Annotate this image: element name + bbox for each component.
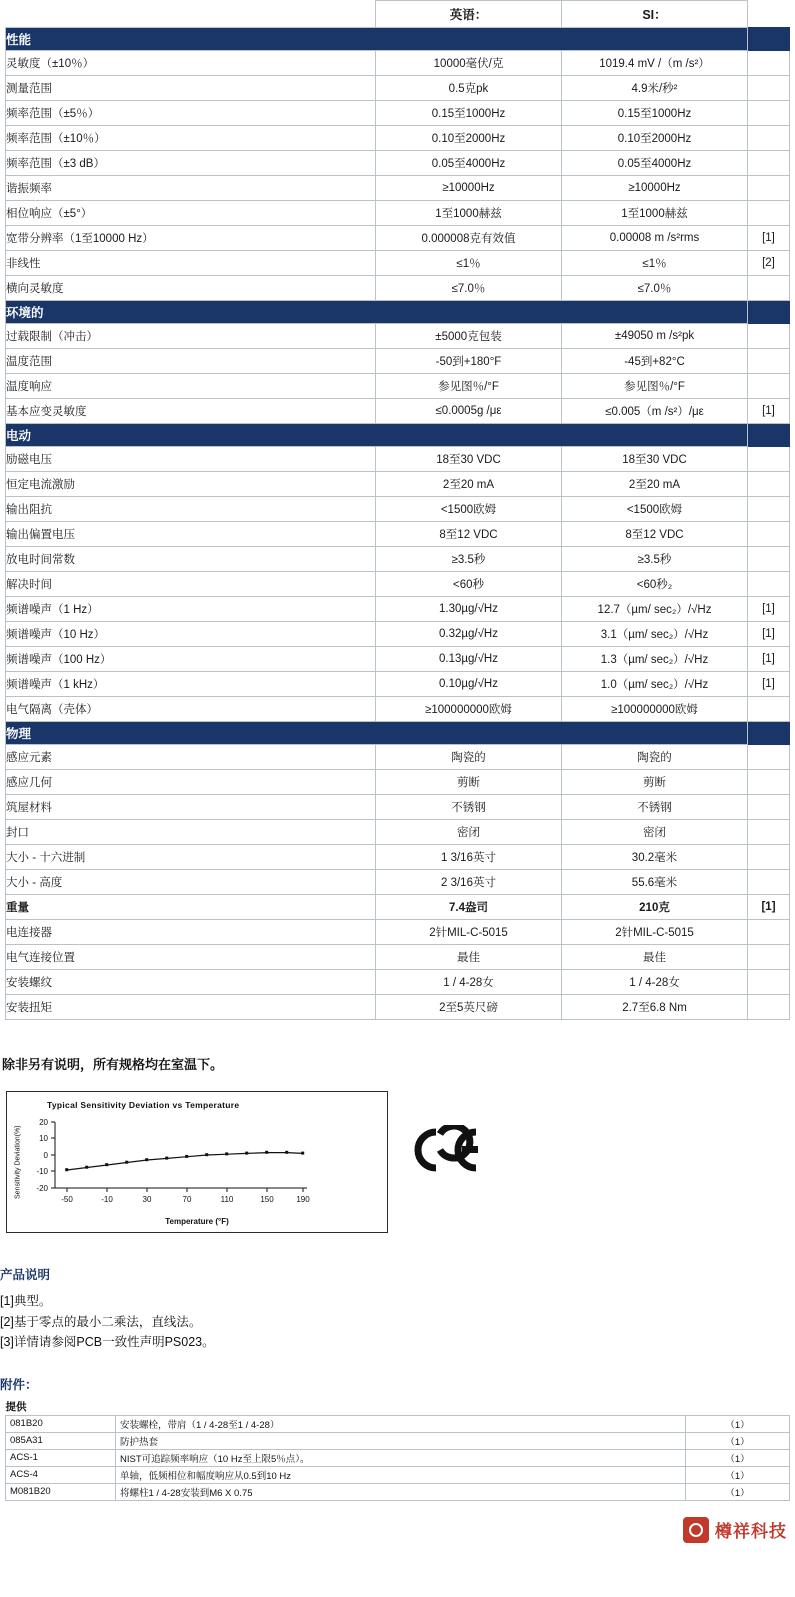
row-label: 电连接器 — [6, 920, 376, 945]
row-label: 频率范围（±10％） — [6, 126, 376, 151]
row-si: 陶瓷的 — [562, 745, 748, 770]
svg-text:110: 110 — [220, 1195, 234, 1204]
row-english: 1.30µg/√Hz — [376, 597, 562, 622]
svg-text:-20: -20 — [36, 1184, 48, 1193]
table-row — [6, 126, 790, 151]
row-english: 剪断 — [376, 770, 562, 795]
accessory-qty: （1） — [685, 1483, 789, 1500]
section-title: 物理 — [6, 722, 748, 745]
logo-mark-icon — [683, 1517, 709, 1543]
row-note: [1] — [748, 672, 790, 697]
ce-mark-icon — [410, 1125, 480, 1175]
row-label: 过载限制（冲击） — [6, 324, 376, 349]
spec-header-row — [6, 1, 790, 28]
row-note — [748, 522, 790, 547]
row-english: 最佳 — [376, 945, 562, 970]
row-label: 输出阻抗 — [6, 497, 376, 522]
row-note — [748, 126, 790, 151]
row-english: 0.10µg/√Hz — [376, 672, 562, 697]
accessory-qty: （1） — [685, 1449, 789, 1466]
table-row — [6, 697, 790, 722]
accessories-supplied-label: 提供 — [5, 1401, 27, 1414]
row-si: ≥100000000欧姆 — [562, 697, 748, 722]
row-note — [748, 101, 790, 126]
table-row — [6, 472, 790, 497]
table-row — [6, 497, 790, 522]
accessory-qty: （1） — [685, 1432, 789, 1449]
row-label: 温度响应 — [6, 374, 376, 399]
row-note — [748, 176, 790, 201]
row-note — [748, 845, 790, 870]
row-note: [2] — [748, 251, 790, 276]
row-english: 1 3/16英寸 — [376, 845, 562, 870]
row-si: 密闭 — [562, 820, 748, 845]
row-note: [1] — [748, 895, 790, 920]
row-english: 8至12 VDC — [376, 522, 562, 547]
row-note — [748, 945, 790, 970]
section-note-cell — [748, 301, 790, 324]
row-note — [748, 970, 790, 995]
svg-text:150: 150 — [260, 1195, 274, 1204]
table-row — [6, 374, 790, 399]
svg-text:0: 0 — [43, 1151, 48, 1160]
row-si: -45到+82°C — [562, 349, 748, 374]
row-si: 210克 — [562, 895, 748, 920]
spec-table-body — [6, 1, 790, 1020]
row-si: 4.9米/秒² — [562, 76, 748, 101]
row-si: 12.7（µm/ sec₂）/√Hz — [562, 597, 748, 622]
list-item — [5, 1483, 789, 1500]
section-note-cell — [748, 424, 790, 447]
row-english: <60秒 — [376, 572, 562, 597]
row-label: 大小 - 高度 — [6, 870, 376, 895]
row-english: 1 / 4-28女 — [376, 970, 562, 995]
row-si: 剪断 — [562, 770, 748, 795]
header-note-spacer — [748, 1, 790, 28]
note-item: [3]详情请参阅PCB一致性声明PS023。 — [0, 1335, 215, 1350]
table-row — [6, 820, 790, 845]
row-note: [1] — [748, 647, 790, 672]
table-row — [6, 995, 790, 1020]
table-row — [6, 895, 790, 920]
table-row — [6, 151, 790, 176]
row-note — [748, 201, 790, 226]
accessory-code: ACS-1 — [5, 1449, 115, 1466]
table-row — [6, 622, 790, 647]
row-label: 频谱噪声（1 Hz） — [6, 597, 376, 622]
row-si: 参见图％/°F — [562, 374, 748, 399]
row-si: ±49050 m /s²pk — [562, 324, 748, 349]
row-si: 8至12 VDC — [562, 522, 748, 547]
row-english: 0.15至1000Hz — [376, 101, 562, 126]
row-note — [748, 820, 790, 845]
row-english: <1500欧姆 — [376, 497, 562, 522]
chart-y-axis-label: Sensitivity Deviation(%) — [14, 1125, 22, 1199]
row-si: 不锈钢 — [562, 795, 748, 820]
row-note — [748, 870, 790, 895]
row-note — [748, 447, 790, 472]
row-label: 励磁电压 — [6, 447, 376, 472]
table-row — [6, 324, 790, 349]
row-si: 2针MIL-C-5015 — [562, 920, 748, 945]
row-label: 封口 — [6, 820, 376, 845]
list-item — [5, 1449, 789, 1466]
table-row — [6, 845, 790, 870]
table-row — [6, 176, 790, 201]
row-si: 0.05至4000Hz — [562, 151, 748, 176]
chart-plot-svg — [7, 1092, 387, 1232]
row-si: <1500欧姆 — [562, 497, 748, 522]
accessory-qty: （1） — [685, 1415, 789, 1432]
row-note: [1] — [748, 399, 790, 424]
table-row — [6, 101, 790, 126]
table-row — [6, 572, 790, 597]
accessories-table-body — [5, 1399, 789, 1501]
row-english: 参见图％/°F — [376, 374, 562, 399]
row-si: ≤0.005（m /s²）/με — [562, 399, 748, 424]
row-si: ≤1％ — [562, 251, 748, 276]
row-si: <60秒₂ — [562, 572, 748, 597]
row-english: ±5000克包装 — [376, 324, 562, 349]
accessory-qty: （1） — [685, 1466, 789, 1483]
table-row — [6, 276, 790, 301]
row-english: ≥10000Hz — [376, 176, 562, 201]
row-english: ≤0.0005g /με — [376, 399, 562, 424]
accessories-table — [5, 1399, 790, 1501]
chart-title: Typical Sensitivity Deviation vs Temperature — [47, 1100, 240, 1110]
table-row — [6, 870, 790, 895]
row-label: 恒定电流激励 — [6, 472, 376, 497]
table-row — [6, 745, 790, 770]
row-note — [748, 276, 790, 301]
row-label: 电气隔离（壳体） — [6, 697, 376, 722]
row-note — [748, 51, 790, 76]
row-note — [748, 374, 790, 399]
row-label: 频谱噪声（1 kHz） — [6, 672, 376, 697]
table-row — [6, 251, 790, 276]
section-note-cell — [748, 28, 790, 51]
row-label: 基本应变灵敏度 — [6, 399, 376, 424]
row-english: 2针MIL-C-5015 — [376, 920, 562, 945]
row-english: 7.4盎司 — [376, 895, 562, 920]
row-si: 0.00008 m /s²rms — [562, 226, 748, 251]
row-english: 0.5克pk — [376, 76, 562, 101]
row-label: 频谱噪声（100 Hz） — [6, 647, 376, 672]
row-note — [748, 920, 790, 945]
row-si: 1至1000赫兹 — [562, 201, 748, 226]
row-si: 最佳 — [562, 945, 748, 970]
accessory-desc: 将螺柱1 / 4-28安装到M6 X 0.75 — [115, 1483, 685, 1500]
accessories-supplied-row — [5, 1399, 789, 1416]
row-label: 感应几何 — [6, 770, 376, 795]
row-si: 2.7至6.8 Nm — [562, 995, 748, 1020]
row-note: [1] — [748, 622, 790, 647]
table-row — [6, 447, 790, 472]
header-english: 英语： — [376, 1, 562, 28]
section-title: 性能 — [6, 28, 748, 51]
product-notes-title: 产品说明 — [0, 1268, 51, 1282]
row-label: 安装扭矩 — [6, 995, 376, 1020]
row-note — [748, 349, 790, 374]
row-note — [748, 547, 790, 572]
sensitivity-deviation-chart — [6, 1091, 388, 1233]
row-note — [748, 472, 790, 497]
section-header-environmental — [6, 301, 790, 324]
list-item — [5, 1466, 789, 1483]
note-item: [1]典型。 — [0, 1294, 52, 1308]
row-label: 频谱噪声（10 Hz） — [6, 622, 376, 647]
row-english: ≥3.5秒 — [376, 547, 562, 572]
row-label: 频率范围（±5％） — [6, 101, 376, 126]
header-spacer — [6, 1, 376, 28]
row-english: 2至20 mA — [376, 472, 562, 497]
list-item — [5, 1415, 789, 1432]
table-row — [6, 770, 790, 795]
table-row — [6, 201, 790, 226]
table-row — [6, 226, 790, 251]
row-label: 安装螺纹 — [6, 970, 376, 995]
table-row — [6, 399, 790, 424]
footer — [0, 1517, 795, 1557]
row-english: -50到+180°F — [376, 349, 562, 374]
row-si: 1.0（µm/ sec₂）/√Hz — [562, 672, 748, 697]
row-label: 温度范围 — [6, 349, 376, 374]
product-notes-list — [0, 1291, 795, 1353]
svg-text:20: 20 — [39, 1118, 48, 1127]
row-note — [748, 324, 790, 349]
table-row — [6, 647, 790, 672]
accessory-code: M081B20 — [5, 1483, 115, 1500]
row-english: 2至5英尺磅 — [376, 995, 562, 1020]
row-si: 3.1（µm/ sec₂）/√Hz — [562, 622, 748, 647]
accessory-code: ACS-4 — [5, 1466, 115, 1483]
row-label: 解决时间 — [6, 572, 376, 597]
row-english: 0.000008克有效值 — [376, 226, 562, 251]
row-label: 感应元素 — [6, 745, 376, 770]
section-header-electrical — [6, 424, 790, 447]
accessory-desc: NIST可追踪频率响应（10 Hz至上限5％点）。 — [115, 1449, 685, 1466]
row-english: 0.13µg/√Hz — [376, 647, 562, 672]
table-row — [6, 970, 790, 995]
row-english: ≥100000000欧姆 — [376, 697, 562, 722]
row-note — [748, 995, 790, 1020]
room-temperature-note: 除非另有说明，所有规格均在室温下。 — [2, 1057, 224, 1072]
svg-text:70: 70 — [182, 1195, 192, 1204]
svg-text:30: 30 — [142, 1195, 152, 1204]
table-row — [6, 522, 790, 547]
row-english: 18至30 VDC — [376, 447, 562, 472]
row-english: 不锈钢 — [376, 795, 562, 820]
row-english: ≤1％ — [376, 251, 562, 276]
row-english: 10000毫伏/克 — [376, 51, 562, 76]
table-row — [6, 672, 790, 697]
accessories-title: 附件： — [0, 1377, 38, 1392]
chart-x-axis-label: Temperature (°F) — [165, 1217, 229, 1226]
row-label: 宽带分辨率（1至10000 Hz） — [6, 226, 376, 251]
row-si: 18至30 VDC — [562, 447, 748, 472]
row-si: 55.6毫米 — [562, 870, 748, 895]
row-english: 密闭 — [376, 820, 562, 845]
accessory-code: 085A31 — [5, 1432, 115, 1449]
row-english: 1至1000赫兹 — [376, 201, 562, 226]
row-english: 2 3/16英寸 — [376, 870, 562, 895]
section-title: 电动 — [6, 424, 748, 447]
row-note — [748, 572, 790, 597]
row-english: 陶瓷的 — [376, 745, 562, 770]
company-logo — [683, 1517, 787, 1543]
row-note — [748, 697, 790, 722]
svg-text:10: 10 — [39, 1134, 48, 1143]
chart-and-ce-area — [0, 1091, 795, 1241]
table-row — [6, 920, 790, 945]
row-si: ≥3.5秒 — [562, 547, 748, 572]
accessory-code: 081B20 — [5, 1415, 115, 1432]
row-note — [748, 497, 790, 522]
row-si: 1.3（µm/ sec₂）/√Hz — [562, 647, 748, 672]
svg-text:-10: -10 — [36, 1167, 48, 1176]
specifications-table — [5, 0, 790, 1020]
svg-text:-50: -50 — [61, 1195, 73, 1204]
row-si: 2至20 mA — [562, 472, 748, 497]
list-item — [5, 1432, 789, 1449]
row-note — [748, 770, 790, 795]
row-note — [748, 795, 790, 820]
row-note: [1] — [748, 597, 790, 622]
row-si: ≤7.0％ — [562, 276, 748, 301]
row-english: ≤7.0％ — [376, 276, 562, 301]
row-note: [1] — [748, 226, 790, 251]
row-label: 大小 - 十六进制 — [6, 845, 376, 870]
accessory-desc: 防护热套 — [115, 1432, 685, 1449]
row-english: 0.32µg/√Hz — [376, 622, 562, 647]
section-note-cell — [748, 722, 790, 745]
row-note — [748, 745, 790, 770]
header-si: SI： — [562, 1, 748, 28]
logo-text: 樽祥科技 — [715, 1522, 787, 1542]
row-label: 非线性 — [6, 251, 376, 276]
row-label: 放电时间常数 — [6, 547, 376, 572]
section-header-physical — [6, 722, 790, 745]
row-label: 测量范围 — [6, 76, 376, 101]
row-si: 0.10至2000Hz — [562, 126, 748, 151]
row-english: 0.05至4000Hz — [376, 151, 562, 176]
row-label: 谐振频率 — [6, 176, 376, 201]
table-row — [6, 349, 790, 374]
row-note — [748, 76, 790, 101]
accessory-desc: 安装螺栓，带肩（1 / 4-28至1 / 4-28） — [115, 1415, 685, 1432]
row-label: 相位响应（±5°） — [6, 201, 376, 226]
row-label: 横向灵敏度 — [6, 276, 376, 301]
section-title: 环境的 — [6, 301, 748, 324]
row-si: 1019.4 mV /（m /s²） — [562, 51, 748, 76]
row-si: ≥10000Hz — [562, 176, 748, 201]
table-row — [6, 51, 790, 76]
table-row — [6, 547, 790, 572]
table-row — [6, 795, 790, 820]
row-label: 输出偏置电压 — [6, 522, 376, 547]
row-note — [748, 151, 790, 176]
table-row — [6, 945, 790, 970]
table-row — [6, 76, 790, 101]
row-label: 频率范围（±3 dB） — [6, 151, 376, 176]
accessory-desc: 单轴，低频相位和幅度响应从0.5到10 Hz — [115, 1466, 685, 1483]
svg-text:190: 190 — [296, 1195, 310, 1204]
row-si: 0.15至1000Hz — [562, 101, 748, 126]
row-label: 重量 — [6, 895, 376, 920]
row-label: 电气连接位置 — [6, 945, 376, 970]
svg-text:-10: -10 — [101, 1195, 113, 1204]
row-si: 1 / 4-28女 — [562, 970, 748, 995]
note-item: [2]基于零点的最小二乘法，直线法。 — [0, 1314, 202, 1329]
row-label: 灵敏度（±10％） — [6, 51, 376, 76]
row-english: 0.10至2000Hz — [376, 126, 562, 151]
table-row — [6, 597, 790, 622]
row-si: 30.2毫米 — [562, 845, 748, 870]
row-label: 筑屋材料 — [6, 795, 376, 820]
section-header-performance — [6, 28, 790, 51]
